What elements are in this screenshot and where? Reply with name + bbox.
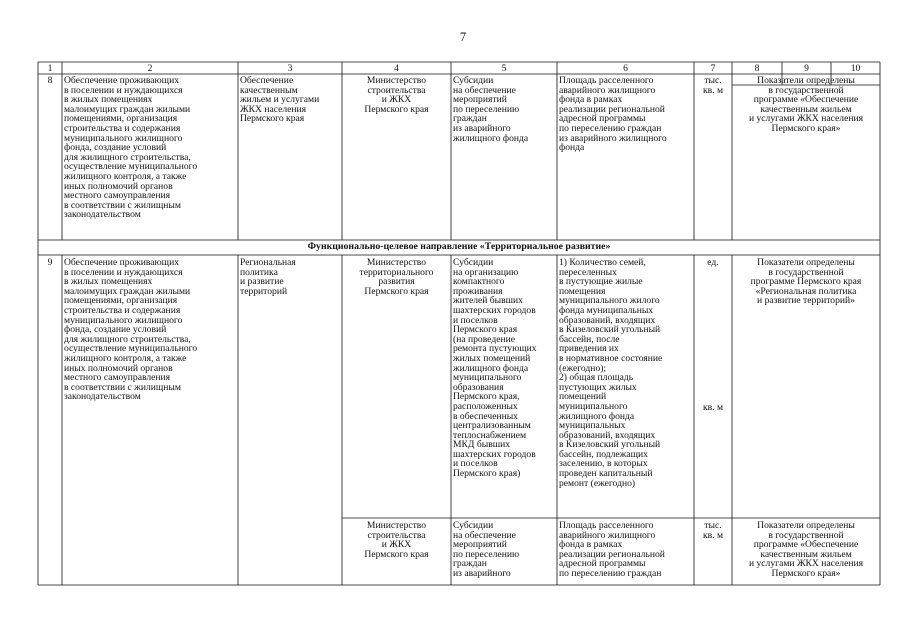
row9-ministry-b: Министерство строительства и ЖКХ Пермского края — [364, 520, 429, 560]
row9-note-b: Показатели определены в государственной программе «Обеспечение качественным жильем и услугами ЖКХ населения Пермского края» — [748, 520, 864, 579]
row9-note-a: Показатели определены в государственной программе Пермского края «Региональная политика и развитие территорий» — [750, 257, 862, 307]
header-col-1: 1 — [47, 63, 53, 74]
header-col-7: 7 — [710, 63, 716, 74]
header-col-9: 9 — [804, 63, 809, 74]
row9-number: 9 — [47, 257, 53, 268]
header-col-4: 4 — [394, 63, 399, 74]
page-number: 7 — [459, 30, 467, 44]
header-col-5: 5 — [501, 63, 507, 74]
row9-unit-b: тыс. кв. м — [702, 520, 724, 541]
row8-unit: тыс. кв. м — [702, 75, 724, 96]
row9-unit-a2: кв. м — [702, 402, 724, 413]
row8-program: Обеспечение качественным жильем и услугами ЖКХ населения Пермского края — [240, 75, 320, 125]
row9-indicator-a: 1) Количество семей, переселенных в пустующие жилые помещения муниципального жилого фонда муниципальных образований, входящих в Кизеловский угольный бассейн, после приведения их в нормативное состояние (ежегодно); 2) общая площадь пустующих жилых помещений муниципального жилищного фонда муниципальных образований, входящих в Кизеловский угольный бассейн, подлежащих заселению, в которых проведен капитальный ремонт (ежегодно) — [559, 257, 663, 489]
row8-ministry: Министерство строительства и ЖКХ Пермского края — [364, 75, 429, 115]
row9-program: Региональная политика и развитие территорий — [240, 257, 296, 297]
row9-indicator-b: Площадь расселенного аварийного жилищного фонда в рамках реализации региональной адресной программы по переселению граждан — [559, 520, 665, 579]
row9-unit-a1: ед. — [707, 257, 719, 268]
row9-ministry-a: Министерство территориального развития Пермского края — [359, 257, 434, 297]
header-col-2: 2 — [147, 63, 153, 74]
header-col-6: 6 — [623, 63, 628, 74]
row9-subsidy-a: Субсидии на организацию компактного проживания жителей бывших шахтерских городов и поселков Пермского края (на проведение ремонта пустующих жилых помещений жилищного фонда муниципального образования Пермского края, расположенных в обеспеченных централизованным теплоснабжением МКД бывших шахтерских городов и поселков Пермского края) — [453, 257, 537, 480]
row8-task: Обеспечение проживающих в поселении и нуждающихся в жилых помещениях малоимущих граждан жилыми помещениями, организация строительства и содержания муниципального жилищного фонда, создание условий для жилищного строительства, осуществление муниципального жилищного контроля, а также иных полномочий органов местного самоуправления в соответствии с жилищным законодательством — [64, 75, 198, 221]
header-col-10: 10 — [850, 63, 861, 74]
row8-number: 8 — [47, 75, 53, 86]
row9-task: Обеспечение проживающих в поселении и нуждающихся в жилых помещениях малоимущих граждан жилыми помещениями, организация строительства и содержания муниципального жилищного фонда, создание условий для жилищного строительства, осуществление муниципального жилищного контроля, а также иных полномочий органов местного самоуправления в соответствии с жилищным законодательством — [64, 257, 198, 403]
row9-subsidy-b: Субсидии на обеспечение мероприятий по переселению граждан из аварийного — [453, 520, 520, 579]
row8-subsidy: Субсидии на обеспечение мероприятий по переселению граждан из аварийного жилищного фонда — [453, 75, 529, 144]
row8-note: Показатели определены в государственной программе «Обеспечение качественным жильем и услугами ЖКХ населения Пермского края» — [748, 75, 864, 134]
header-col-8: 8 — [754, 63, 760, 74]
row8-indicator: Площадь расселенного аварийного жилищного фонда в рамках реализации региональной адресной программы по переселению граждан из аварийного жилищного фонда — [559, 75, 667, 154]
header-col-3: 3 — [287, 63, 293, 74]
section-title: Функционально-целевое направление «Территориальное развитие» — [307, 241, 611, 252]
